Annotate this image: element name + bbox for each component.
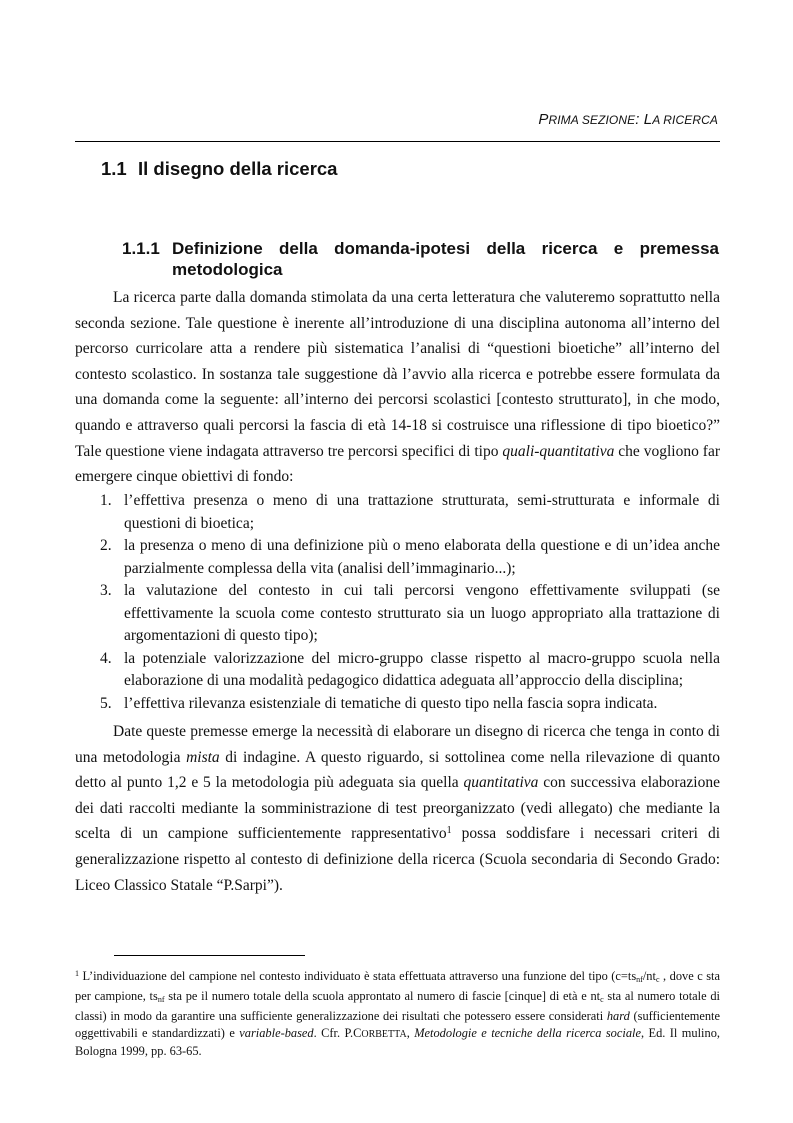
footnote-text: . Cfr. P.C	[313, 1025, 362, 1040]
paragraph-text: che vogliono far emergere cinque obiettivi di fondo:	[75, 442, 720, 486]
paragraph-text: di indagine. A questo riguardo, si sottolinea come nella rilevazione di quanto detto al punto 1,2 e 5 la metodologia più adeguata sia quella	[75, 748, 720, 792]
list-item-number: 5.	[100, 694, 112, 712]
running-header-part: RIMA SEZIONE	[548, 113, 636, 127]
list-item	[75, 648, 720, 693]
footnote-text: , dove c sta per campione, ts	[75, 969, 720, 1004]
list-item-text: la valutazione del contesto in cui tali percorsi vengono effettivamente sviluppati (se effettivamente la scuola come contesto strutturato sia un luogo appropriato alla trattazione di argomentazioni di questo tipo);	[124, 582, 720, 644]
footnote-text: sta al numero totale di classi) in modo da garantire una sufficiente generalizzazione dei risultati che potessero essere considerati	[75, 989, 720, 1024]
list-item-number: 1.	[100, 492, 112, 509]
paragraph-text: Date queste premesse emerge la necessità di elaborare un disegno di ricerca che tenga in conto di una metodologia	[75, 723, 720, 766]
list-item	[75, 693, 720, 716]
list-item	[75, 490, 720, 535]
running-header-part: A RICERCA	[652, 113, 718, 127]
paragraph-italic: mista	[186, 748, 220, 766]
footnote-subscript: c	[655, 975, 660, 984]
list-item-text: l’effettiva rilevanza esistenziale di tematiche di questo tipo nella fascia sopra indicata.	[124, 694, 658, 712]
paragraph-text: con successiva elaborazione dei dati raccolti mediante la somministrazione di test preorganizzato (vedi allegato) che mediante la scelta di un campione sufficientemente rappresentativo	[75, 774, 720, 843]
list-item	[75, 535, 720, 580]
footnote-divider	[114, 955, 305, 956]
footnote-text: , Ed. Il mulino, Bologna 1999, pp. 63-65.	[75, 1025, 720, 1058]
footnote-smallcaps: ORBETTA	[361, 1028, 407, 1040]
list-item-number: 4.	[100, 649, 112, 667]
footnote-text: sta pe il numero totale della scuola approntato al numero di fascie [cinque] di età e nt	[164, 989, 601, 1004]
footnote-subscript: nf	[636, 975, 643, 984]
paragraph-italic: quantitativa	[463, 774, 539, 792]
footnote-text: (sufficientemente oggettivabili e standardizzati) e	[75, 1009, 720, 1040]
list-item-text: la presenza o meno di una definizione più o meno elaborata della questione e di un’idea anche parzialmente complessa della vita (analisi dell’immaginario...);	[124, 537, 720, 577]
list-item	[75, 580, 720, 648]
section-number: 1.1	[101, 158, 127, 179]
section-title: Il disegno della ricerca	[138, 158, 338, 179]
paragraph-intro	[75, 285, 720, 490]
footnote-mark: 1	[75, 969, 79, 978]
list-item-number: 3.	[100, 582, 112, 599]
paragraph-methodology	[75, 719, 720, 898]
paragraph-text: La ricerca parte dalla domanda stimolata da una certa letteratura che valuteremo soprattutto nella seconda sezione. Tale questione è inerente all’introduzione di una disciplina autonoma all’interno del percorso curricolare atta a rendere più sistematica l’analisi di “questioni bioetiche” all’interno del contesto scolastico. In sostanza tale suggestione dà l’avvio alla ricerca e potrebbe essere formulata da una domanda come la seguente: all’interno dei percorsi scolastici [contesto strutturato], in che modo, quando e attraverso quali percorsi la fascia di età 14-18 si costruisce una riflessione di tipo bioetico?” Tale questione viene indagata attraverso tre percorsi specifici di tipo	[75, 289, 720, 460]
paragraph-italic: quali-quantitativa	[502, 442, 615, 460]
list-item-text: la potenziale valorizzazione del micro-gruppo classe rispetto al macro-gruppo scuola nella elaborazione di una modalità pedagogico didattica adeguata all’approccio della disciplina;	[124, 649, 720, 689]
footnote-reference[interactable]: 1	[446, 825, 452, 837]
running-header	[538, 111, 718, 128]
objectives-list	[75, 490, 720, 715]
footnote-italic: variable-based	[239, 1025, 314, 1040]
footnote-italic: hard	[606, 1009, 630, 1024]
section-heading	[101, 158, 337, 180]
footnote-subscript: c	[600, 995, 604, 1005]
subsection-number: 1.1.1	[122, 239, 160, 258]
footnote	[75, 966, 720, 1059]
header-divider	[75, 141, 720, 142]
subsection-title: Definizione della domanda-ipotesi della ricerca e premessa metodologica	[172, 239, 719, 279]
list-item-text: l’effettiva presenza o meno di una trattazione strutturata, semi-strutturata e informale di questioni di bioetica;	[124, 492, 720, 532]
footnote-italic: Metodologie e tecniche della ricerca sociale	[414, 1025, 641, 1040]
footnote-subscript: nf	[157, 995, 165, 1005]
running-header-part: P	[538, 111, 549, 128]
footnote-text: L’individuazione del campione nel contesto individuato è stata effettuata attraverso una funzione del tipo (c=ts	[79, 969, 637, 983]
footnote-text: /nt	[642, 969, 656, 983]
subsection-heading	[122, 238, 719, 280]
list-item-number: 2.	[100, 537, 112, 554]
running-header-part: : L	[635, 111, 653, 128]
paragraph-text: possa soddisfare i necessari criteri di generalizzazione rispetto al contesto di definizione della ricerca (Scuola secondaria di Secondo Grado: Liceo Classico Statale “P.Sarpi”).	[75, 825, 721, 894]
footnote-text: ,	[406, 1025, 415, 1040]
